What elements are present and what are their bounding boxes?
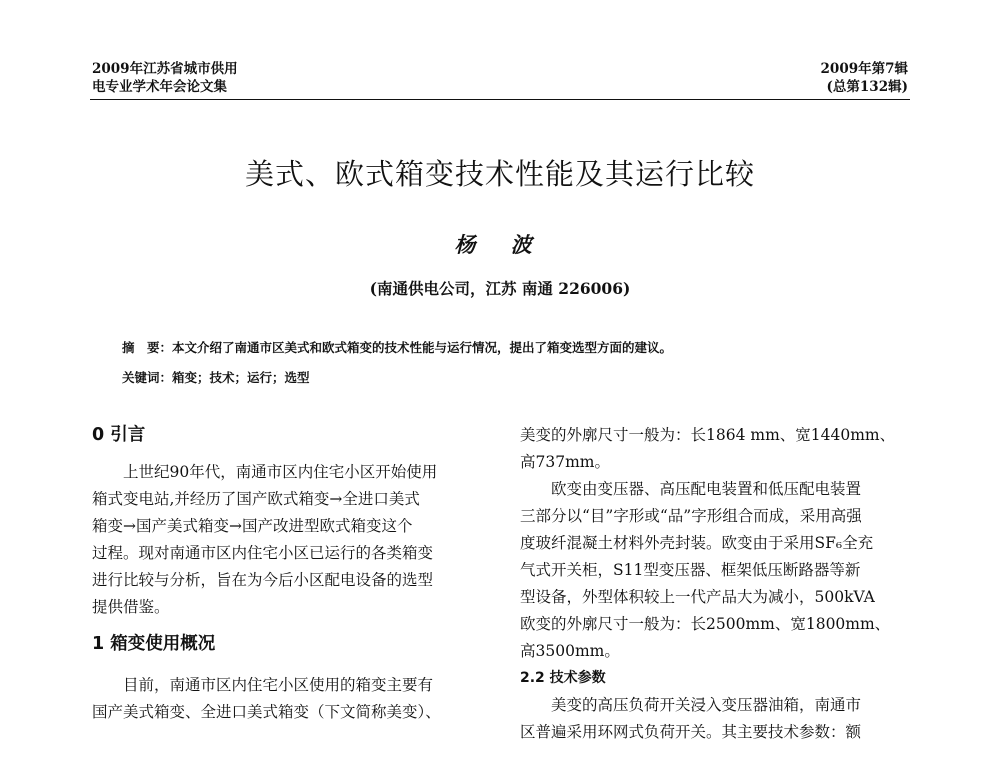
paragraph-line: 型设备，外型体积较上一代产品大为减小，500kVA xyxy=(520,588,875,606)
paragraph-line: 上世纪90年代，南通市区内住宅小区开始使用 xyxy=(123,463,438,481)
keywords xyxy=(122,369,902,387)
paragraph-line: 箱变→国产美式箱变→国产改进型欧式箱变这个 xyxy=(92,517,413,535)
author-name: 杨 波 xyxy=(454,232,546,257)
left-column xyxy=(92,422,492,726)
abstract xyxy=(122,339,902,357)
running-header-left xyxy=(92,60,238,96)
abstract-label: 摘 要： xyxy=(122,340,173,355)
paragraph-line: 欧变的外廓尺寸一般为：长2500mm、宽1800mm、 xyxy=(520,615,891,633)
keywords-label: 关键词： xyxy=(122,370,173,385)
paragraph-line: 美变的外廓尺寸一般为：长1864 mm、宽1440mm、 xyxy=(520,426,896,444)
paragraph-line: 过程。现对南通市区内住宅小区已运行的各类箱变 xyxy=(92,544,434,562)
paragraph-line: 国产美式箱变、全进口美式箱变（下文简称美变）、 xyxy=(92,703,441,721)
author-affiliation: (南通供电公司，江苏 南通 226006) xyxy=(369,279,631,298)
paragraph-line: 度玻纤混凝土材料外壳封装。欧变由于采用SF₆全充 xyxy=(520,534,874,552)
running-header-right xyxy=(821,60,908,96)
paragraph-line: 进行比较与分析，旨在为今后小区配电设备的选型 xyxy=(92,571,434,589)
section-0-heading: 0 引言 xyxy=(92,425,146,445)
paragraph-line: 美变的高压负荷开关浸入变压器油箱，南通市 xyxy=(551,696,862,714)
header-left-line1: 2009年江苏省城市供用 xyxy=(92,61,238,77)
paragraph-line: 气式开关柜，S11型变压器、框架低压断路器等新 xyxy=(520,561,861,579)
right-column xyxy=(520,422,920,746)
header-right-line2: (总第132辑) xyxy=(826,79,908,95)
abstract-text: 本文介绍了南通市区美式和欧式箱变的技术性能与运行情况，提出了箱变选型方面的建议。 xyxy=(172,340,673,355)
paragraph-line: 提供借鉴。 xyxy=(92,598,170,616)
section-1-heading: 1 箱变使用概况 xyxy=(92,634,216,654)
header-rule xyxy=(90,99,910,100)
paragraph-line: 三部分以“目”字形或“品”字形组合而成，采用高强 xyxy=(520,507,862,525)
paragraph-line: 区普遍采用环网式负荷开关。其主要技术参数：额 xyxy=(520,723,862,741)
header-left-line2: 电专业学术年会论文集 xyxy=(92,79,227,95)
paragraph-line: 目前，南通市区内住宅小区使用的箱变主要有 xyxy=(123,676,434,694)
subsection-2-2-heading: 2.2 技术参数 xyxy=(520,670,606,686)
keywords-text: 箱变；技术；运行；选型 xyxy=(172,370,310,385)
paragraph-line: 高737mm。 xyxy=(520,453,610,471)
paper-title: 美式、欧式箱变技术性能及其运行比较 xyxy=(244,157,755,191)
paragraph-line: 箱式变电站,并经历了国产欧式箱变→全进口美式 xyxy=(92,490,420,508)
header-right-line1: 2009年第7辑 xyxy=(820,61,908,77)
paragraph-line: 高3500mm。 xyxy=(520,642,620,660)
paragraph-line: 欧变由变压器、高压配电装置和低压配电装置 xyxy=(551,480,862,498)
